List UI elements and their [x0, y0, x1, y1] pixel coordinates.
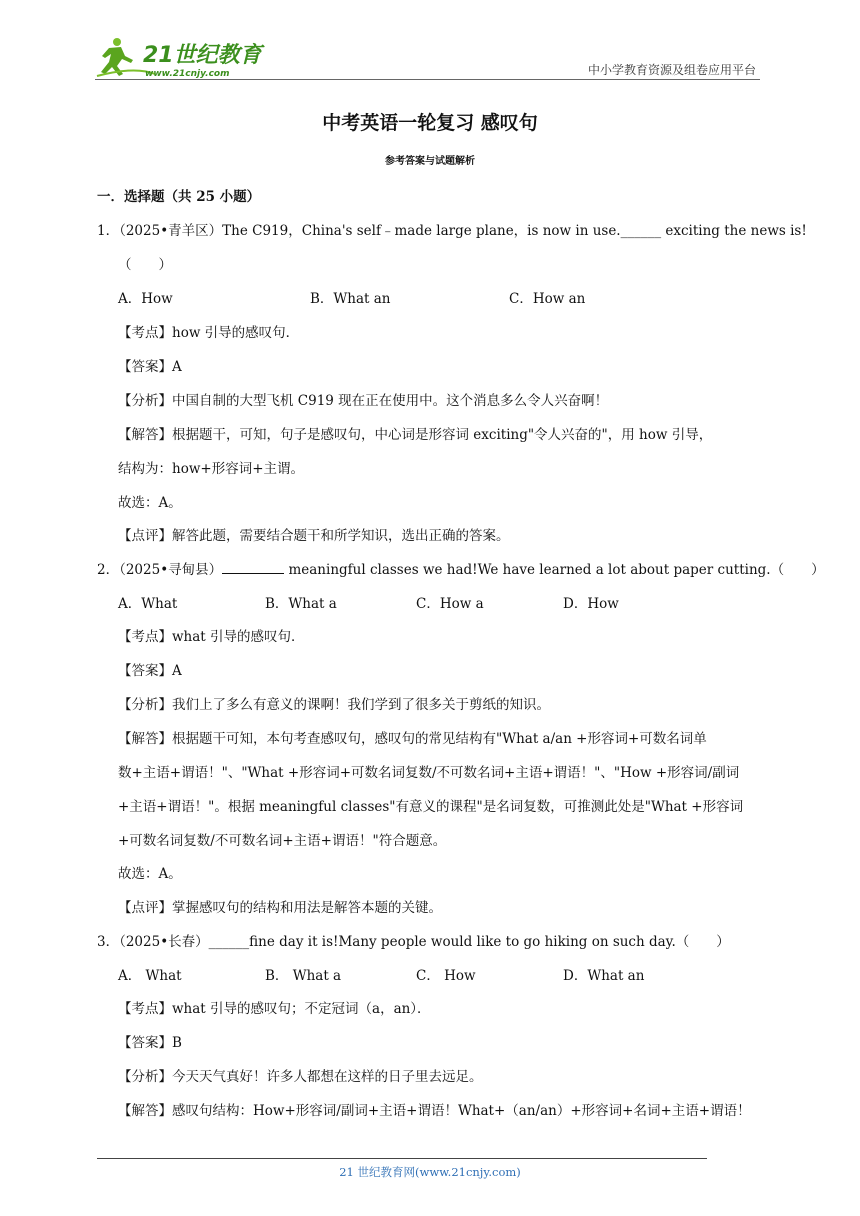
q1-option-a: A．How [118, 291, 173, 307]
q2-comment: 【点评】掌握感叹句的结构和用法是解答本题的关键。 [118, 900, 442, 916]
q2-stem-prefix: 2．（2025•寻甸县） [97, 562, 223, 578]
question-3-stem: 3．（2025•长春）______fine day it is!Many people would like to go hiking on such day.（ ） [97, 934, 730, 950]
q2-answer: 【答案】A [118, 663, 182, 679]
q1-solution-line-2: 结构为：how+形容词+主谓。 [118, 461, 305, 477]
footer-divider [97, 1158, 707, 1159]
q2-solution-line-4: +可数名词复数/不可数名词+主语+谓语！"符合题意。 [118, 833, 447, 849]
q2-option-c: C．How a [416, 596, 484, 612]
q2-stem-rest: meaningful classes we had!We have learned a lot about paper cutting.（ ） [284, 562, 825, 578]
page-title: 中考英语一轮复习 感叹句 [322, 112, 538, 134]
q3-option-b: B． What a [265, 968, 342, 984]
logo-icon [95, 36, 265, 78]
q1-kaodian: 【考点】how 引导的感叹句． [118, 325, 300, 341]
q2-solution-line-3: +主语+谓语！"。根据 meaningful classes"有意义的课程"是名词复数，可推测此处是"What +形容词 [118, 799, 744, 815]
section-heading: 一．选择题（共 25 小题） [97, 189, 261, 205]
q2-option-d: D．How [563, 596, 619, 612]
page-header [95, 30, 760, 80]
q2-analysis: 【分析】我们上了多么有意义的课啊！我们学到了很多关于剪纸的知识。 [118, 697, 550, 713]
q2-solution-line-1: 【解答】根据题干可知，本句考查感叹句，感叹句的常见结构有"What a/an +形容词+可数名词单 [118, 731, 707, 747]
q1-choice: 故选：A。 [118, 495, 182, 511]
q2-kaodian: 【考点】what 引导的感叹句． [118, 629, 305, 645]
platform-name: 中小学教育资源及组卷应用平台 [587, 63, 756, 77]
q2-option-b: B．What a [265, 596, 337, 612]
q2-option-a: A．What [118, 596, 178, 612]
q3-option-a: A． What [118, 968, 182, 984]
q3-analysis: 【分析】今天天气真好！许多人都想在这样的日子里去远足。 [118, 1069, 483, 1085]
q3-option-d: D．What an [563, 968, 645, 984]
logo-url: www.21cnjy.com [145, 69, 230, 78]
q1-solution-line-1: 【解答】根据题干，可知，句子是感叹句，中心词是形容词 exciting"令人兴奋的"，用 how 引导， [118, 427, 713, 443]
question-2-stem [97, 558, 825, 578]
q3-answer: 【答案】B [118, 1035, 182, 1051]
q3-solution-line-1: 【解答】感叹句结构：How+形容词/副词+主语+谓语！What+（an/an）+形容词+名词+主语+谓语！ [118, 1103, 751, 1119]
question-1-stem: 1．（2025•青羊区）The C919，China's self﹣made large plane，is now in use.______ exciting the news is! [97, 223, 807, 239]
q2-choice: 故选：A。 [118, 866, 182, 882]
q2-blank [222, 573, 284, 574]
page-subtitle: 参考答案与试题解析 [385, 156, 475, 167]
q2-solution-line-2: 数+主语+谓语！"、"What +形容词+可数名词复数/不可数名词+主语+谓语！"、"How +形容词/副词 [118, 765, 740, 781]
q3-kaodian: 【考点】what 引导的感叹句；不定冠词（a，an）． [118, 1001, 431, 1017]
q1-analysis: 【分析】中国自制的大型飞机 C919 现在正在使用中。这个消息多么令人兴奋啊！ [118, 393, 609, 409]
q1-option-b: B．What an [310, 291, 391, 307]
footer-link[interactable]: 21 世纪教育网(www.21cnjy.com) [339, 1165, 521, 1179]
q3-option-c: C． How [416, 968, 476, 984]
q1-option-c: C．How an [509, 291, 586, 307]
question-1-paren: （ ） [118, 257, 172, 273]
header-divider [95, 79, 760, 80]
logo-text: 21世纪教育 [143, 43, 262, 68]
q1-answer: 【答案】A [118, 359, 182, 375]
q1-comment: 【点评】解答此题，需要结合题干和所学知识，选出正确的答案。 [118, 528, 510, 544]
